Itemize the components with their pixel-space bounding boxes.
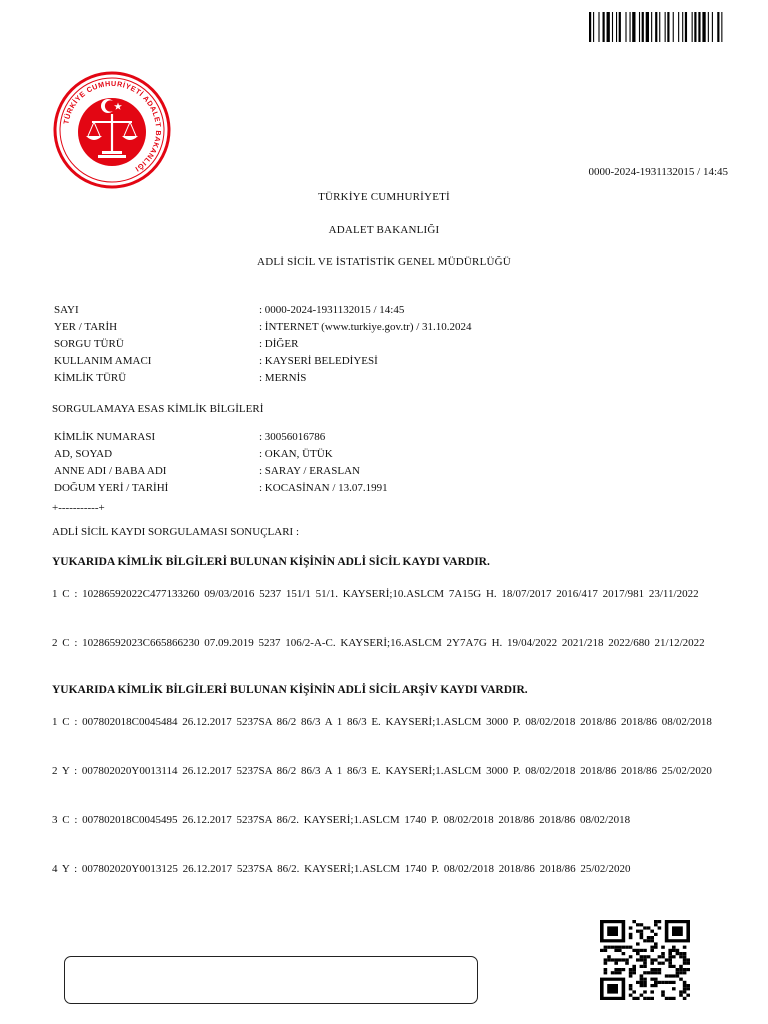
- document-number: 0000-2024-1931132015 / 14:45: [588, 166, 728, 178]
- archive-entry-2: 2 Y : 007802020Y0013114 26.12.2017 5237SA 86/2 86/3 A 1 86/3 E. KAYSERİ;1.ASLCM 3000 P. 08/02/2018 2018/86 2018/86 25/02/2020: [52, 765, 712, 777]
- archive-entry-3: 3 C : 007802018C0045495 26.12.2017 5237SA 86/2. KAYSERİ;1.ASLCM 1740 P. 08/02/2018 2018/86 2018/86 08/02/2018: [52, 814, 631, 826]
- record-entry-2: 2 C : 10286592023C665866230 07.09.2019 5237 106/2-A-C. KAYSERİ;16.ASLCM 2Y7A7G H. 19/04/2022 2021/218 2022/680 21/12/2022: [52, 637, 705, 649]
- title-republic: TÜRKİYE CUMHURİYETİ: [318, 191, 450, 203]
- query-row-kullanim-amaci: KULLANIM AMACI : KAYSERİ BELEDİYESİ: [54, 355, 378, 367]
- archive-notice: YUKARIDA KİMLİK BİLGİLERİ BULUNAN KİŞİNİN ADLİ SİCİL ARŞİV KAYDI VARDIR.: [52, 684, 528, 696]
- identity-row-ad-soyad: AD, SOYAD : OKAN, ÜTÜK: [54, 448, 333, 460]
- svg-text:TÜRKİYE CUMHURİYETİ ADALET BAK: TÜRKİYE CUMHURİYETİ ADALET BAKANLIĞI: [61, 78, 164, 174]
- verification-box: [64, 956, 478, 1004]
- query-info-table: [54, 302, 472, 387]
- record-entry-1: 1 C : 10286592022C477133260 09/03/2016 5237 151/1 51/1. KAYSERİ;10.ASLCM 7A15G H. 18/07/2017 2016/417 2017/981 23/11/2022: [52, 588, 699, 600]
- archive-entry-1: 1 C : 007802018C0045484 26.12.2017 5237SA 86/2 86/3 A 1 86/3 E. KAYSERİ;1.ASLCM 3000 P. 08/02/2018 2018/86 2018/86 08/02/2018: [52, 716, 712, 728]
- archive-entry-4: 4 Y : 007802020Y0013125 26.12.2017 5237SA 86/2. KAYSERİ;1.ASLCM 1740 P. 08/02/2018 2018/86 2018/86 25/02/2020: [52, 863, 631, 875]
- title-ministry: ADALET BAKANLIĞI: [328, 224, 440, 236]
- ministry-seal-logo: [52, 70, 172, 190]
- query-row-kimlik-turu: KİMLİK TÜRÜ : MERNİS: [54, 372, 307, 384]
- results-title: ADLİ SİCİL KAYDI SORGULAMASI SONUÇLARI :: [52, 526, 300, 538]
- query-row-yer-tarih: YER / TARİH : İNTERNET (www.turkiye.gov.tr) / 31.10.2024: [54, 321, 472, 333]
- identity-info-table: [54, 429, 388, 497]
- qr-code-image: [600, 920, 690, 1000]
- title-directorate: ADLİ SİCİL VE İSTATİSTİK GENEL MÜDÜRLÜĞÜ: [257, 256, 511, 268]
- barcode-image: [589, 12, 759, 42]
- identity-row-dogum: DOĞUM YERİ / TARİHİ : KOCASİNAN / 13.07.1991: [54, 482, 388, 494]
- identity-row-anne-baba: ANNE ADI / BABA ADI : SARAY / ERASLAN: [54, 465, 360, 477]
- record-notice: YUKARIDA KİMLİK BİLGİLERİ BULUNAN KİŞİNİN ADLİ SİCİL KAYDI VARDIR.: [52, 556, 490, 568]
- separator-line: +-----------+: [52, 502, 105, 514]
- identity-section-title: SORGULAMAYA ESAS KİMLİK BİLGİLERİ: [52, 403, 264, 415]
- query-row-sorgu-turu: SORGU TÜRÜ : DİĞER: [54, 338, 299, 350]
- identity-row-kimlik-no: KİMLİK NUMARASI : 30056016786: [54, 431, 326, 443]
- query-row-sayi: SAYI : 0000-2024-1931132015 / 14:45: [54, 304, 405, 316]
